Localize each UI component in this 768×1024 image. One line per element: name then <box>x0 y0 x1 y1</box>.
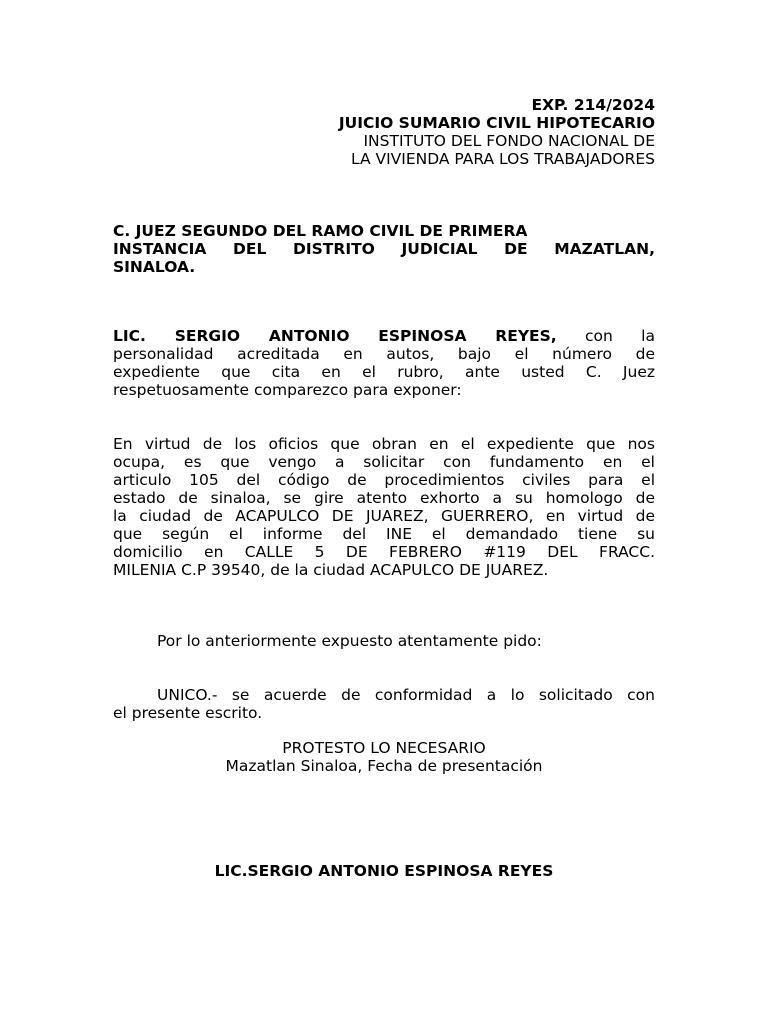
unico-line-1: UNICO.- se acuerde de conformidad a lo solicitado con <box>157 686 655 704</box>
addressee-line-1: C. JUEZ SEGUNDO DEL RAMO CIVIL DE PRIMERA <box>113 222 528 240</box>
body-paragraph <box>113 435 655 579</box>
unico-paragraph <box>113 686 655 722</box>
intro-line-2: personalidad acreditada en autos, bajo el número de <box>113 345 655 363</box>
addressee-block <box>113 222 655 276</box>
case-header <box>113 96 655 168</box>
protesto-text: PROTESTO LO NECESARIO <box>282 739 486 757</box>
body-line-7: domicilio en CALLE 5 DE FEBRERO #119 DEL FRACC. <box>113 543 655 561</box>
body-line-2: ocupa, es que vengo a solicitar con fundamento en el <box>113 453 655 471</box>
body-line-3: articulo 105 del código de procedimientos civiles para el <box>113 471 655 489</box>
body-line-8: MILENIA C.P 39540, de la ciudad ACAPULCO DE JUAREZ. <box>113 561 549 579</box>
unico-line-2: el presente escrito. <box>113 704 263 722</box>
intro-line-3: expediente que cita en el rubro, ante usted C. Juez <box>113 363 655 381</box>
signature-name: LIC.SERGIO ANTONIO ESPINOSA REYES <box>214 862 554 880</box>
addressee-line-2: INSTANCIA DEL DISTRITO JUDICIAL DE MAZATLAN, <box>113 240 655 258</box>
body-line-4: estado de sinaloa, se gire atento exhorto a su homologo de <box>113 489 655 507</box>
case-type: JUICIO SUMARIO CIVIL HIPOTECARIO <box>338 114 655 132</box>
request-paragraph <box>113 632 655 650</box>
plaintiff-line-1: INSTITUTO DEL FONDO NACIONAL DE <box>363 132 655 150</box>
plaintiff-line-2: LA VIVIENDA PARA LOS TRABAJADORES <box>350 150 655 168</box>
body-line-1: En virtud de los oficios que obran en el expediente que nos <box>113 435 655 453</box>
intro-line-1-rest: con la <box>556 327 655 345</box>
attorney-name: LIC. SERGIO ANTONIO ESPINOSA REYES, <box>113 327 557 345</box>
place-date-text: Mazatlan Sinaloa, Fecha de presentación <box>225 757 543 775</box>
intro-paragraph <box>113 327 655 399</box>
intro-line-4: respetuosamente comparezco para exponer: <box>113 381 462 399</box>
body-line-6: que según el informe del INE el demandado tiene su <box>113 525 655 543</box>
case-number: EXP. 214/2024 <box>531 96 655 114</box>
closing-block <box>113 739 655 775</box>
addressee-line-3: SINALOA. <box>113 258 196 276</box>
body-line-5: la ciudad de ACAPULCO DE JUAREZ, GUERRERO, en virtud de <box>113 507 655 525</box>
intro-line-1 <box>113 327 655 345</box>
request-text: Por lo anteriormente expuesto atentamente pido: <box>157 632 542 650</box>
